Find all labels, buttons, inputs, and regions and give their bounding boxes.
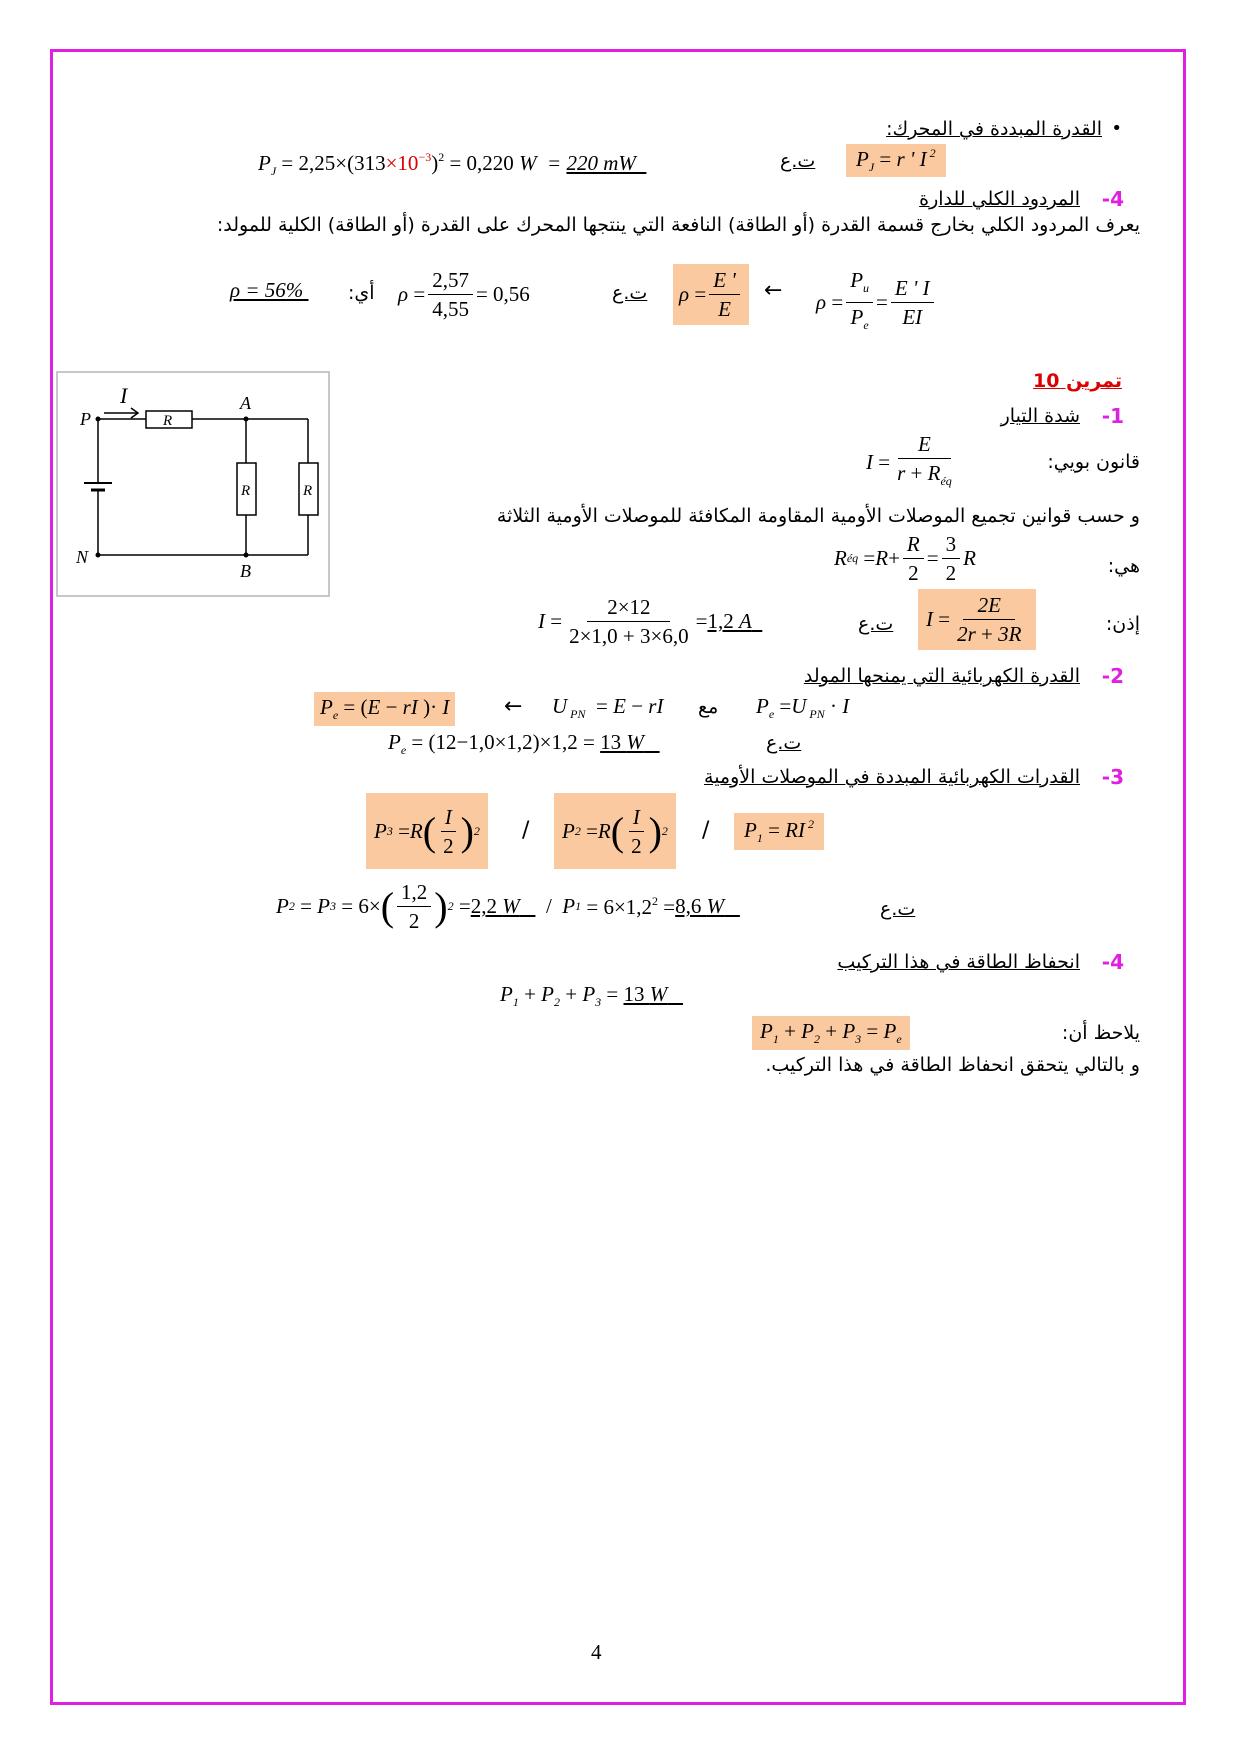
label-B: B: [240, 561, 251, 581]
idhan-label: إذن:: [1105, 613, 1140, 635]
slash-1: /: [522, 818, 530, 843]
label-R-series: R: [163, 413, 173, 429]
maa-label: مع: [698, 696, 719, 718]
formula-p3-highlight: P 3 = R ( $\frac{I}{2}$ ) 2: [366, 793, 488, 869]
efficiency-calc: ρ = $\frac{2,57}{4,55}$ = 0,56: [398, 268, 530, 321]
ex-s4-heading: انحفاظ الطاقة في هذا التركيب: [837, 951, 1080, 973]
ex-s1-number: -1: [1101, 404, 1124, 428]
ex-s3-number: -3: [1101, 765, 1124, 789]
formula-current-highlight: I = $\frac{2E}{2r + 3R}$: [918, 589, 1036, 650]
ai-label: أي:: [348, 282, 375, 304]
ex-s2-number: -2: [1101, 664, 1124, 688]
circuit-figure: [56, 371, 330, 597]
label-A: A: [240, 393, 251, 413]
formula-rho-highlight: ρ = $\frac{E '}{E}$: [673, 264, 749, 325]
page-number: 4: [591, 1640, 602, 1664]
ex-s4-number: -4: [1101, 950, 1124, 974]
formula-rho-def: ρ = $\frac{P_u}{P_e}$ = $\frac{E ' I}{EI}$: [816, 266, 937, 339]
formula-p2-highlight: P 2 = R ( $\frac{I}{2}$ ) 2: [554, 793, 676, 869]
conclusion: و بالتالي يتحقق انحفاظ الطاقة في هذا التركيب.: [765, 1054, 1140, 1076]
motor-power-heading: القدرة المبددة في المحرك:: [886, 118, 1102, 140]
sum-calc: $P_1 + P_2 + P_3 = 13$ W: [500, 982, 668, 1009]
label-P: P: [80, 409, 91, 429]
note-label: يلاحظ أن:: [1061, 1022, 1140, 1044]
label-R-1: R: [241, 483, 251, 499]
pe-tu: ت.ع: [766, 732, 802, 754]
sec4-definition: يعرف المردود الكلي بخارج قسمة القدرة (أو الطاقة) النافعة التي ينتجها المحرك على القدرة (أو الطاقة) الكلية للمولد:: [216, 214, 1140, 236]
formula-upn: U $_{PN}$ = E − rI: [552, 694, 664, 721]
combine-text: و حسب قوانين تجميع الموصلات الأومية المقاومة المكافئة للموصلات الأومية الثلاثة: [496, 505, 1140, 527]
formula-pouillet: I = $\frac{E}{r + R_{éq}}$: [866, 432, 952, 488]
label-I: I: [120, 383, 128, 408]
p-tu: ت.ع: [880, 898, 916, 920]
label-R-2: R: [303, 483, 313, 499]
p2-p3-calc: P 2 = P 3 = 6× ( $\frac{1,2}{2}$ ) 2 = 2,2 W / P 1 = $6\times 1,2^2$ = 8,6 W: [276, 880, 725, 933]
current-calc: I = $\frac{2\times 12}{2\times 1,0 + 3\times 6,0}$ = 1,2 A: [538, 595, 752, 648]
sec4-number: -4: [1101, 187, 1124, 211]
circuit-diagram: [58, 373, 328, 595]
bullet: •: [1111, 118, 1122, 139]
formula-sum-highlight: $P_1 + P_2 + P_3 = P_e$: [752, 1016, 910, 1050]
ex-s3-heading: القدرات الكهربائية المبددة في الموصلات الأومية: [704, 766, 1080, 788]
arrow-left: ←: [764, 278, 783, 303]
formula-pe-def: $P_e =U$ $_{PN}$ · I: [756, 694, 850, 721]
ex-s1-heading: شدة التيار: [1000, 405, 1080, 427]
formula-pe-highlight: $P_e = (E$ − rI )· I: [314, 692, 455, 726]
motor-power-tu: ت.ع: [780, 150, 816, 172]
ex-s2-heading: القدرة الكهربائية التي يمنحها المولد: [803, 665, 1080, 687]
formula-pj: $P_J = r$ ' I $^2$: [846, 144, 946, 177]
label-N: N: [76, 547, 89, 567]
slash-2: /: [702, 818, 710, 843]
arrow-left-2: ←: [504, 694, 523, 719]
formula-req: R éq = R + $\frac{R}{2}$ = $\frac{3}{2}$ R: [834, 532, 976, 585]
motor-power-calc: $P_J = 2,25\times(313\times 10^{-3})^2 = 0,220$ W = 220 mW: [258, 150, 647, 178]
efficiency-percent: ρ = 56%: [230, 278, 309, 302]
exercise-title: تمرين 10: [1033, 370, 1122, 392]
current-tu: ت.ع: [858, 613, 894, 635]
pouillet-label: قانون بويي:: [1047, 451, 1140, 473]
formula-p1-highlight: $P_1$ = RI $^2$: [734, 813, 824, 850]
efficiency-tu: ت.ع: [612, 282, 648, 304]
sec4-heading: المردود الكلي للدارة: [919, 188, 1080, 210]
pe-calc: $P_e = (12-1,0\times 1,2)\times 1,2 = 13$ W: [388, 730, 644, 757]
hiya-label: هي:: [1107, 555, 1140, 577]
